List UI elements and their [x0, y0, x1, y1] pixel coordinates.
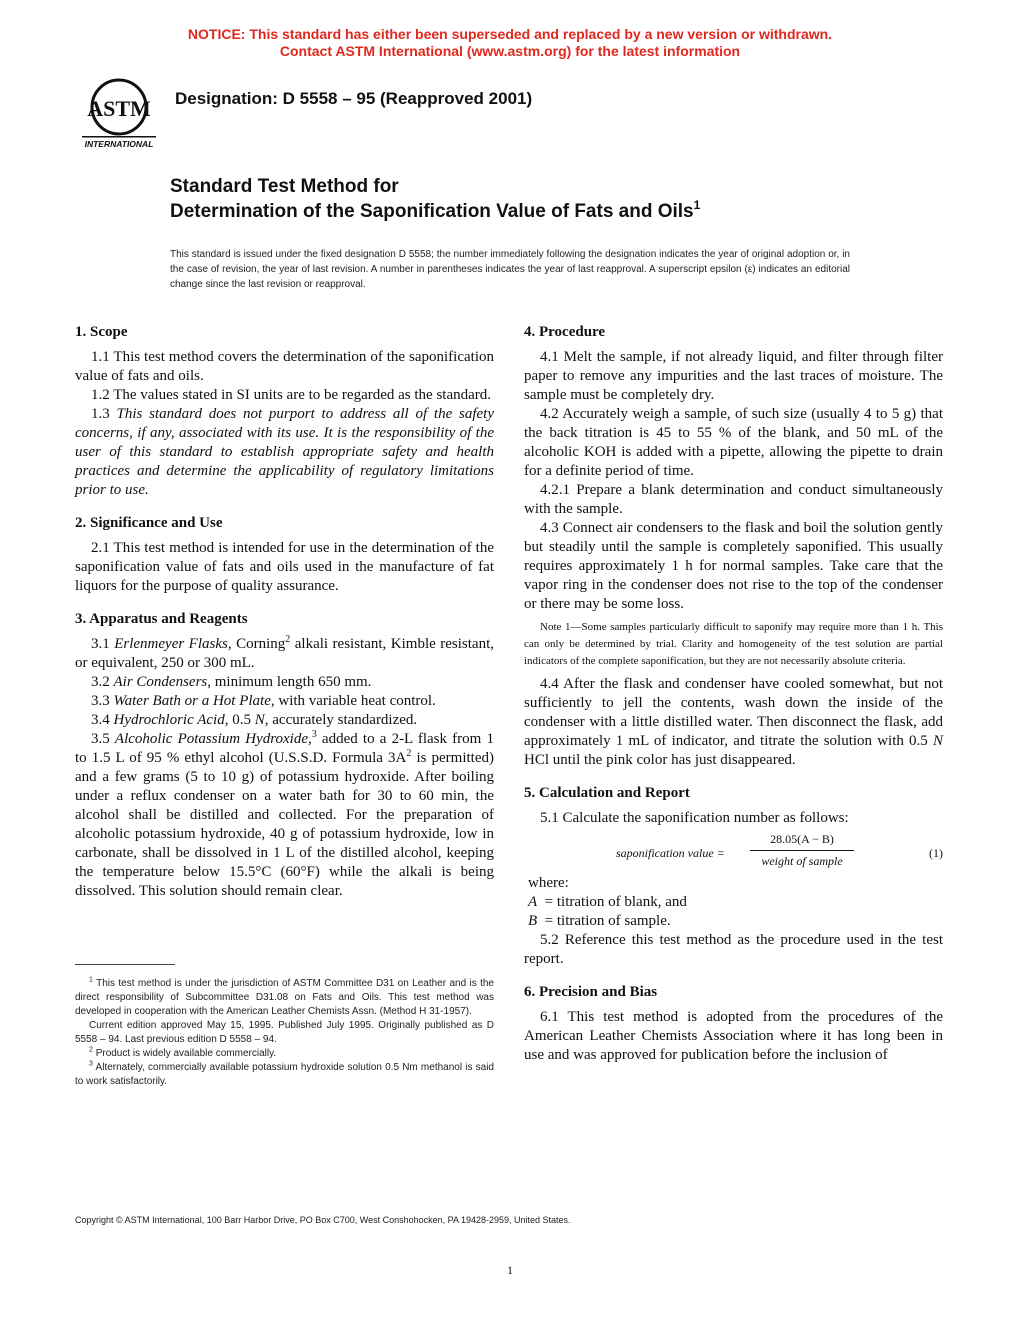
- left-column: [75, 323, 494, 915]
- paragraph: 4.2 Accurately weigh a sample, of such size (usually 4 to 5 g) that the back titration is 45 to 55 % of the blank, and 50 mL of the alcoholic KOH is added with a pipette, allowing the pipette to drain for a definite period of time.: [524, 406, 943, 479]
- title-line-2: Determination of the Saponification Value of Fats and Oils: [170, 201, 694, 222]
- paragraph: 1.2 The values stated in SI units are to be regarded as the standard.: [91, 387, 492, 403]
- equation-fraction: [750, 830, 854, 871]
- section-heading: 4. Procedure: [524, 324, 606, 340]
- equation-number: (1): [929, 846, 943, 860]
- title-footnote-mark: 1: [693, 198, 701, 212]
- paragraph: 5.1 Calculate the saponification number as follows:: [540, 810, 849, 826]
- paragraph: 3.4 Hydrochloric Acid, 0.5 N, accurately standardized.: [91, 712, 418, 728]
- paragraph: 4.4 After the flask and condenser have cooled somewhat, but not sufficiently to jell the contents, wash down the inside of the condenser with a little distilled water. Then disconnect the flask, add approximately 1 mL of indicator, and titrate the solution with 0.5 N HCl until the pink color has just disappeared.: [524, 676, 943, 768]
- right-column: [524, 323, 943, 1079]
- equation-lhs: saponification value =: [616, 846, 725, 860]
- section-scope: [75, 323, 494, 500]
- paragraph: 2.1 This test method is intended for use in the determination of the saponification value of fats and oils used in the manufacture of fat liquors for the purpose of quality assurance.: [75, 540, 494, 594]
- logo-sublabel: INTERNATIONAL: [84, 139, 154, 149]
- footnote-2: $^2$ Product is widely available commercially.: [89, 1046, 277, 1059]
- withdrawal-notice: [0, 26, 1020, 60]
- page-number: 1: [507, 1263, 513, 1277]
- paragraph: 3.5 Alcoholic Potassium Hydroxide,$^3$ added to a 2-L flask from 1 to 1.5 L of 95 % ethyl alcohol (U.S.S.D. Formula $3A^2$ is permitted) and a few grams (5 to 10 g) of potassium hydroxide. After boiling under a reflux condenser on a water bath for 30 to 60 min, the alcohol shall be distilled and collected. For the preparation of alcoholic potassium hydroxide, 40 g of potassium hydroxide, low in carbonate, shall be dissolved in 1 L of the distilled alcohol, keeping the temperature below 15.5°C (60°F) while the alkali is being dissolved. This solution should remain clear.: [75, 729, 494, 899]
- document-title: [170, 174, 700, 224]
- footnote-divider: [75, 964, 175, 965]
- section-heading: 2. Significance and Use: [75, 515, 223, 531]
- section-calculation: [524, 784, 943, 969]
- astm-logo: [76, 74, 162, 150]
- variable-definition: B = titration of sample.: [528, 913, 671, 929]
- paragraph: 4.2.1 Prepare a blank determination and conduct simultaneously with the sample.: [524, 482, 943, 517]
- footnote-3: $^3$ Alternately, commercially available potassium hydroxide solution 0.5 Nm methanol is said to work satisfactorily.: [75, 1060, 494, 1087]
- paragraph: 1.3 This standard does not purport to address all of the safety concerns, if any, associated with its use. It is the responsibility of the user of this standard to establish appropriate safety and health practices and determine the applicability of regulatory limitations prior to use.: [75, 406, 495, 498]
- title-line-1: Standard Test Method for: [170, 176, 399, 197]
- paragraph: 4.1 Melt the sample, if not already liquid, and filter through filter paper to remove any impurities and the last traces of moisture. The sample must be completely dry.: [524, 349, 943, 403]
- paragraph: 6.1 This test method is adopted from the procedures of the American Leather Chemists Association where it has long been in use and was approved for publication before the inclusion of: [524, 1009, 943, 1063]
- where-label: where:: [528, 875, 569, 891]
- equation-1: [524, 830, 943, 870]
- paragraph: 3.3 Water Bath or a Hot Plate, with variable heat control.: [91, 693, 436, 709]
- footnote-1: $^1$ This test method is under the jurisdiction of ASTM Committee D31 on Leather and is the direct responsibility of Subcommittee D31.08 on Fats and Oils. This test method was developed in cooperation with the American Leather Chemists Assn. (Method H 31-1957).: [75, 976, 494, 1017]
- variable-definition: A = titration of blank, and: [528, 894, 687, 910]
- section-apparatus: [75, 610, 494, 901]
- logo-letters: ASTM: [87, 96, 151, 121]
- section-heading: 6. Precision and Bias: [524, 984, 658, 1000]
- notice-line-1: NOTICE: This standard has either been superseded and replaced by a new version or withdrawn.: [187, 26, 833, 42]
- section-significance: [75, 514, 494, 596]
- section-heading: 5. Calculation and Report: [524, 785, 690, 801]
- equation-denominator: weight of sample: [761, 854, 843, 868]
- issuance-statement: This standard is issued under the fixed designation D 5558; the number immediately following the designation indicates the year of original adoption or, in the case of revision, the year of last revision. A number in parentheses indicates the year of last reapproval. A superscript epsilon (ε) indicates an editorial change since the last revision or reapproval.: [170, 249, 850, 290]
- section-precision: [524, 983, 943, 1065]
- section-procedure: [524, 323, 943, 770]
- paragraph: 5.2 Reference this test method as the procedure used in the test report.: [524, 932, 943, 967]
- note-1: Note 1—Some samples particularly difficult to saponify may require more than 1 h. This can only be determined by trial. Clarity and homogeneity of the test solution are partial indicators of the complete saponification, but they are not necessarily absolute criteria.: [524, 621, 943, 667]
- equation-numerator: 28.05(A − B): [750, 830, 854, 851]
- notice-line-2: Contact ASTM International (www.astm.org) for the latest information: [279, 43, 741, 59]
- paragraph: 3.2 Air Condensers, minimum length 650 mm.: [91, 674, 372, 690]
- paragraph: 1.1 This test method covers the determination of the saponification value of fats and oils.: [75, 349, 494, 384]
- footnote-1-edition: Current edition approved May 15, 1995. Published July 1995. Originally published as D 5558 – 94. Last previous edition D 5558 – 94.: [75, 1020, 494, 1045]
- paragraph: 3.1 Erlenmeyer Flasks, Corning$^2$ alkali resistant, Kimble resistant, or equivalent, 250 or 300 mL.: [75, 634, 494, 671]
- section-heading: 1. Scope: [75, 324, 128, 340]
- designation: Designation: D 5558 – 95 (Reapproved 2001): [175, 89, 533, 108]
- copyright: Copyright © ASTM International, 100 Barr Harbor Drive, PO Box C700, West Conshohocken, PA 19428-2959, United States.: [75, 1215, 571, 1225]
- footnotes: [75, 977, 494, 1089]
- paragraph: 4.3 Connect air condensers to the flask and boil the solution gently but steadily until the sample is completely saponified. This usually requires approximately 1 h for normal samples. Take care that the vapor ring in the condenser does not rise to the top of the condenser or there may be some loss.: [524, 520, 943, 612]
- section-heading: 3. Apparatus and Reagents: [75, 611, 248, 627]
